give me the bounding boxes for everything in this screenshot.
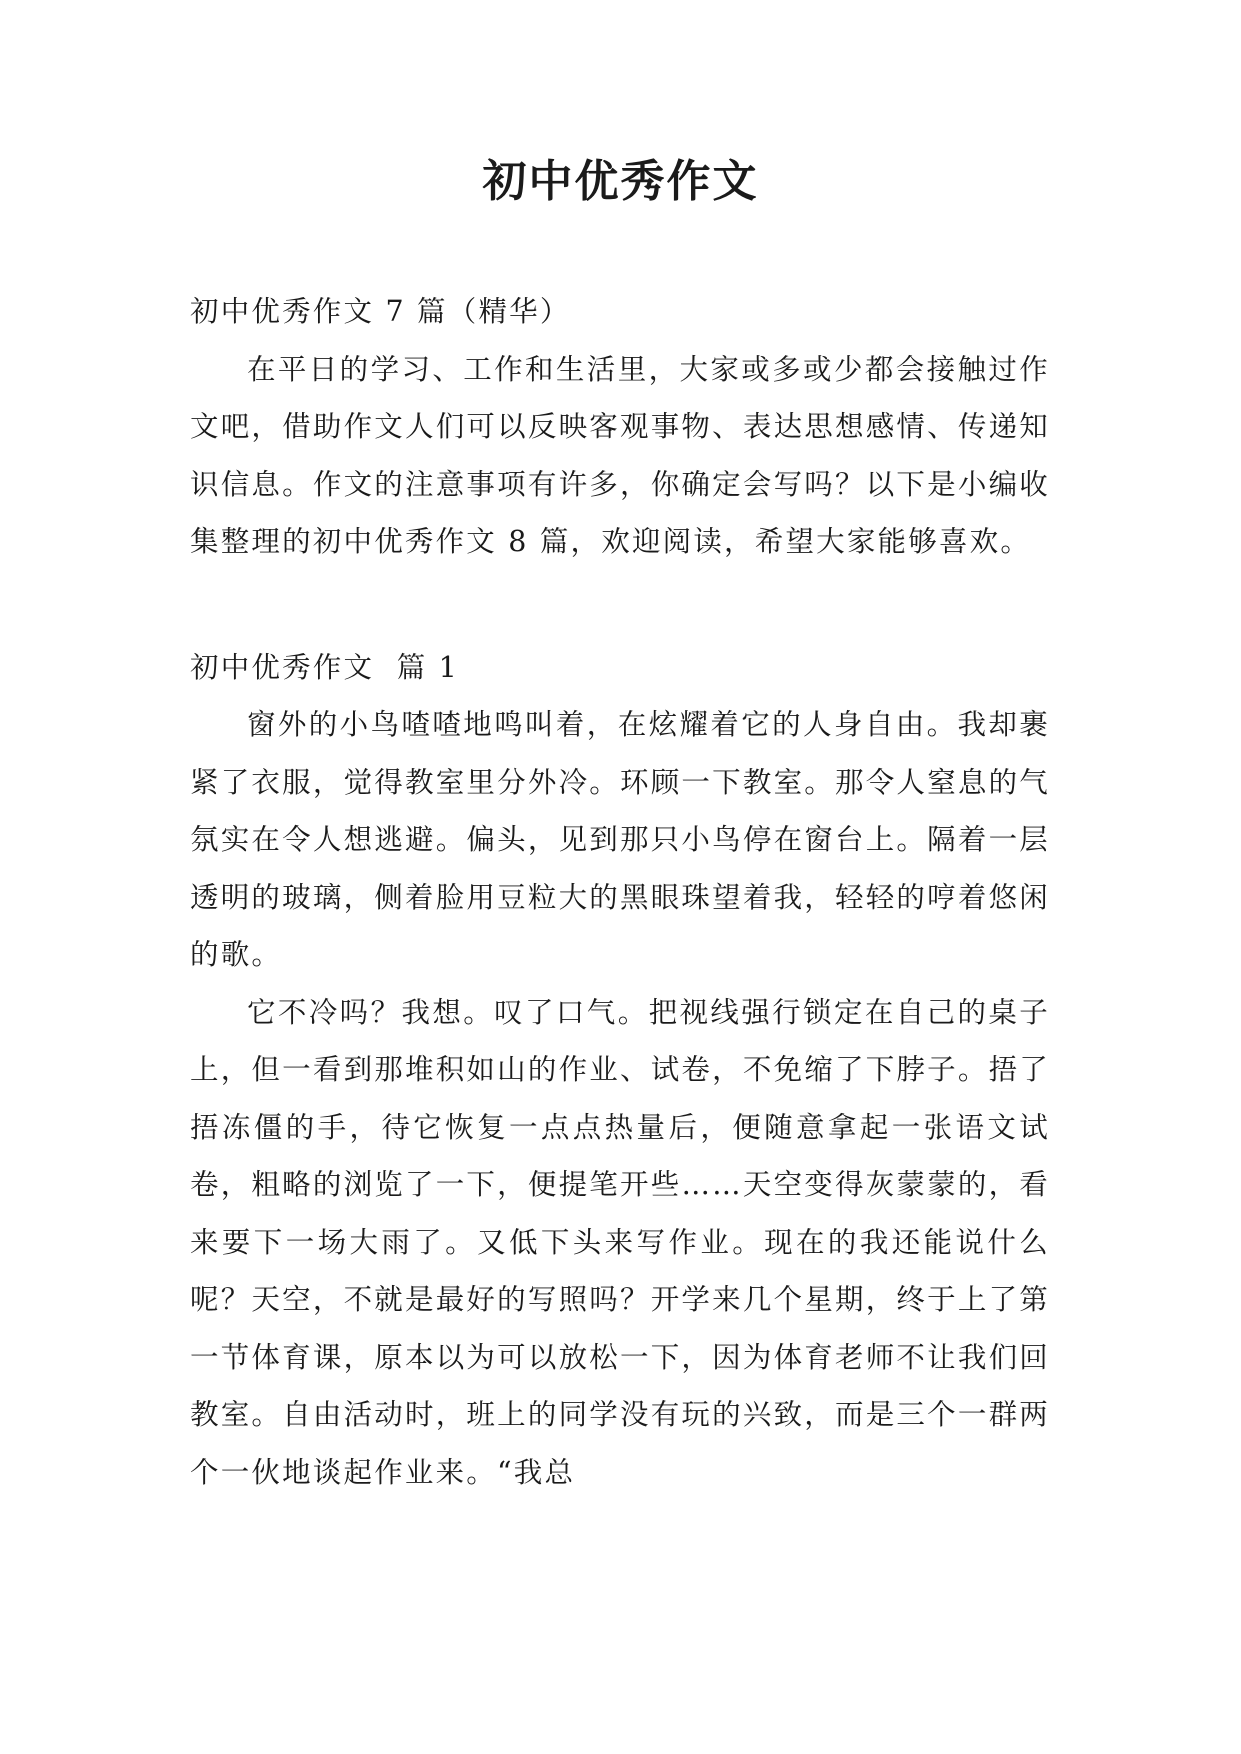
document-title: 初中优秀作文 bbox=[482, 156, 759, 207]
document-body bbox=[190, 283, 1050, 1501]
document-subtitle: 初中优秀作文 7 篇（精华） bbox=[190, 295, 571, 328]
intro-paragraph: 在平日的学习、工作和生活里，大家或多或少都会接触过作文吧，借助作文人们可以反映客观事物、表达思想感情、传递知识信息。作文的注意事项有许多，你确定会写吗？以下是小编收集整理的初中优秀作文 8 篇，欢迎阅读，希望大家能够喜欢。 bbox=[190, 352, 1050, 558]
section-heading: 初中优秀作文 篇 1 bbox=[190, 650, 460, 684]
body-paragraph: 它不冷吗？我想。叹了口气。把视线强行锁定在自己的桌子上，但一看到那堆积如山的作业、试卷，不免缩了下脖子。捂了捂冻僵的手，待它恢复一点点热量后，便随意拿起一张语文试卷，粗略的浏览了一下，便提笔开些……天空变得灰蒙蒙的，看来要下一场大雨了。又低下头来写作业。现在的我还能说什么呢？天空，不就是最好的写照吗？开学来几个星期，终于上了第一节体育课，原本以为可以放松一下，因为体育老师不让我们回教室。自由活动时，班上的同学没有玩的兴致，而是三个一群两个一伙地谈起作业来。“我总 bbox=[190, 995, 1050, 1489]
section-spacer bbox=[190, 571, 1050, 639]
body-paragraph: 窗外的小鸟喳喳地鸣叫着，在炫耀着它的人身自由。我却裹紧了衣服，觉得教室里分外冷。环顾一下教室。那令人窒息的气氛实在令人想逃避。偏头，见到那只小鸟停在窗台上。隔着一层透明的玻璃，侧着脸用豆粒大的黑眼珠望着我，轻轻的哼着悠闲的歌。 bbox=[190, 708, 1050, 971]
